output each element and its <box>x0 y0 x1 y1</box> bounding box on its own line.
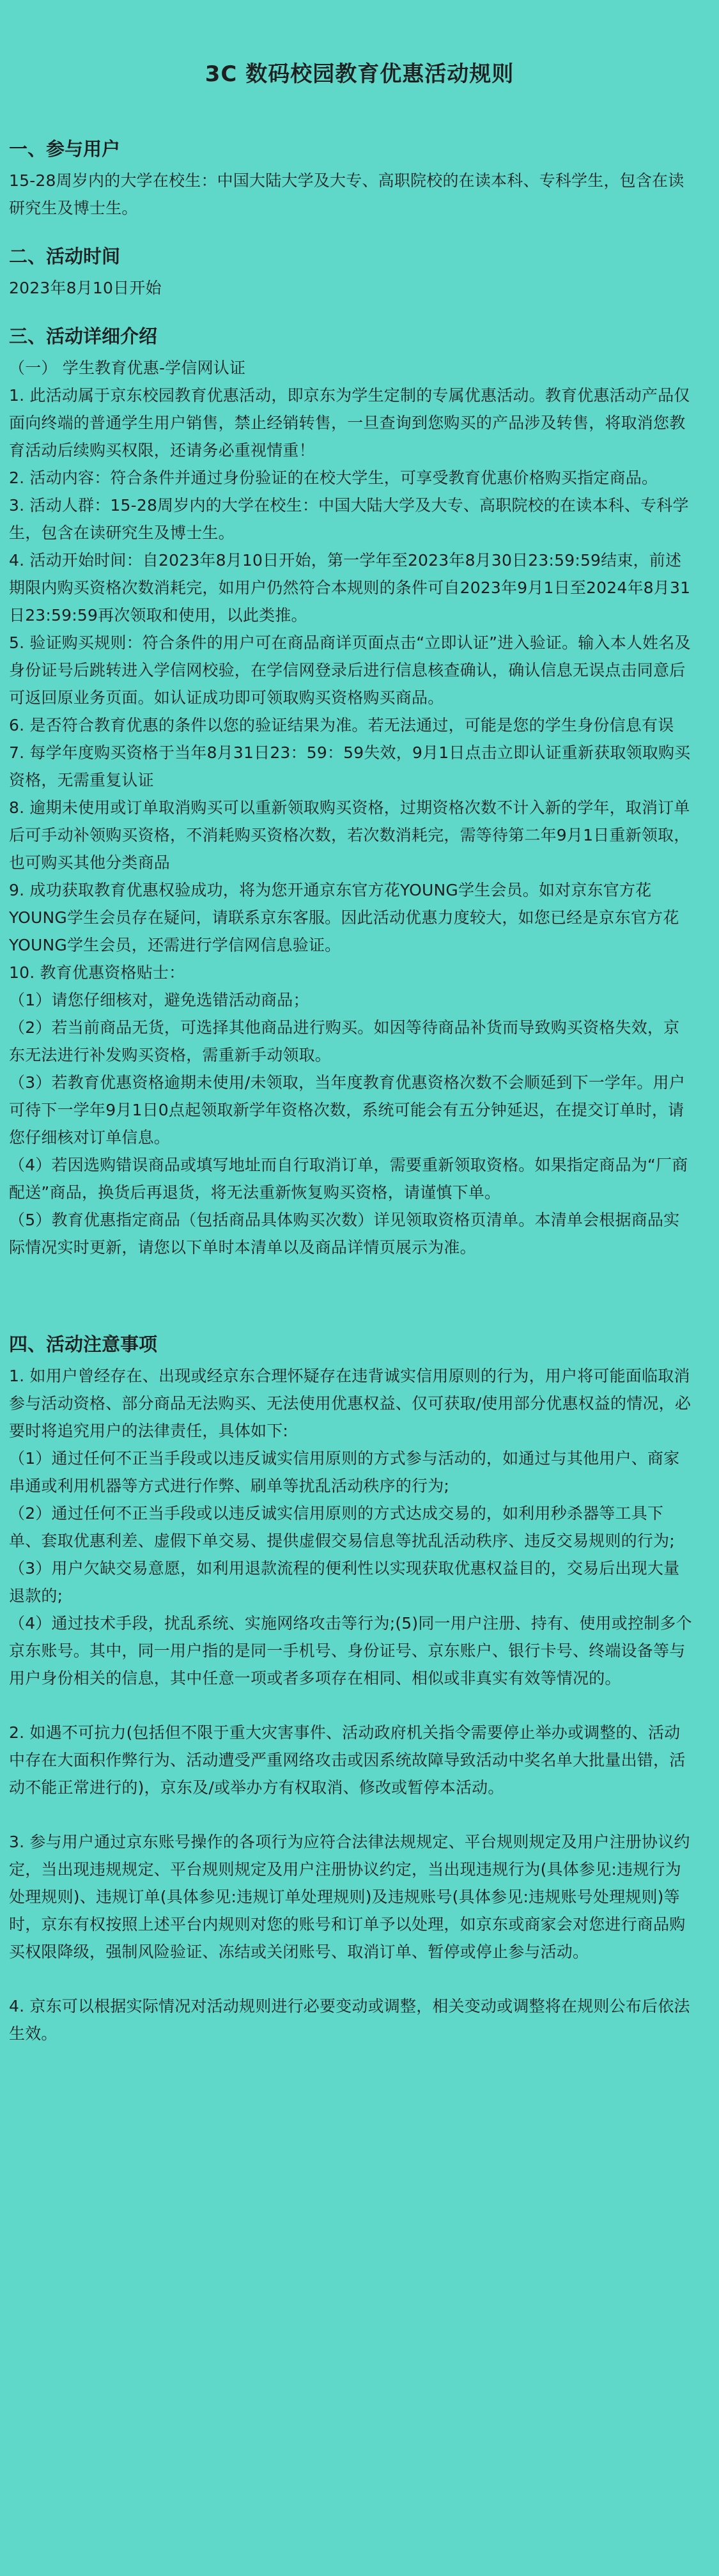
rule-item: 10. 教育优惠资格贴士： <box>9 963 185 982</box>
tip-item: （5）教育优惠指定商品（包括商品具体购买次数）详见领取资格页清单。本清单会根据商品实际情况实时更新，请您以下单时本清单以及商品详情页展示为准。 <box>9 1211 680 1257</box>
section-details <box>9 323 693 1261</box>
note-item: （2）通过任何不正当手段或以违反诚实信用原则的方式达成交易的，如利用秒杀器等工具下单、套取优惠利差、虚假下单交易、提供虚假交易信息等扰乱活动秩序、违反交易规则的行为; <box>9 1504 675 1550</box>
note-paragraph: 2. 如遇不可抗力(包括但不限于重大灾害事件、活动政府机关指令需要停止举办或调整的、活动中存在大面积作弊行为、活动遭受严重网络攻击或因系统故障导致活动中奖名单大批量出错，活动不能正常进行的)，京东及/或举办方有权取消、修改或暂停本活动。 <box>9 1723 686 1797</box>
note-item: （4）通过技术手段，扰乱系统、实施网络攻击等行为;(5)同一用户注册、持有、使用或控制多个京东账号。其中，同一用户指的是同一手机号、身份证号、京东账户、银行卡号、终端设备等与用户身份相关的信息，其中任意一项或者多项存在相同、相似或非真实有效等情况的。 <box>9 1614 692 1688</box>
rule-item: 2. 活动内容：符合条件并通过身份验证的在校大学生，可享受教育优惠价格购买指定商品。 <box>9 469 658 487</box>
section-notes <box>9 1331 693 2047</box>
note-paragraph: 1. 如用户曾经存在、出现或经京东合理怀疑存在违背诚实信用原则的行为，用户将可能面临取消参与活动资格、部分商品无法购买、无法使用优惠权益、仅可获取/使用部分优惠权益的情况，必要时将追究用户的法律责任，具体如下: <box>9 1367 692 1440</box>
rule-item: 5. 验证购买规则：符合条件的用户可在商品商详页面点击“立即认证”进入验证。输入本人姓名及身份证号后跳转进入学信网校验，在学信网登录后进行信息核查确认，确认信息无误点击同意后可返回原业务页面。如认证成功即可领取购买资格购买商品。 <box>9 633 691 707</box>
rule-item: 9. 成功获取教育优惠权验成功，将为您开通京东官方花YOUNG学生会员。如对京东官方花YOUNG学生会员存在疑问，请联系京东客服。因此活动优惠力度较大，如您已经是京东官方花YOUNG学生会员，还需进行学信网信息验证。 <box>9 881 679 954</box>
rule-item: 3. 活动人群：15-28周岁内的大学在校生：中国大陆大学及大专、高职院校的在读本科、专科学生，包含在读研究生及博士生。 <box>9 496 689 542</box>
tip-item: （4）若因选购错误商品或填写地址而自行取消订单，需要重新领取资格。如果指定商品为“厂商配送”商品，换货后再退货，将无法重新恢复购买资格，请谨慎下单。 <box>9 1156 688 1202</box>
section-text: 15-28周岁内的大学在校生：中国大陆大学及大专、高职院校的在读本科、专科学生，包含在读研究生及博士生。 <box>9 171 684 217</box>
section-participants <box>9 136 693 222</box>
note-item: （3）用户欠缺交易意愿，如利用退款流程的便利性以实现获取优惠权益目的，交易后出现大量退款的; <box>9 1559 680 1605</box>
page-title: 3C 数码校园教育优惠活动规则 <box>205 61 514 87</box>
tip-item: （3）若教育优惠资格逾期未使用/未领取，当年度教育优惠资格次数不会顺延到下一学年。用户可待下一学年9月1日0点起领取新学年资格次数，系统可能会有五分钟延迟，在提交订单时，请您仔细核对订单信息。 <box>9 1073 685 1147</box>
section-text: 2023年8月10日开始 <box>9 279 162 297</box>
note-paragraph: 3. 参与用户通过京东账号操作的各项行为应符合法律法规规定、平台规则规定及用户注册协议约定，当出现违规规定、平台规则规定及用户注册协议约定，当出现违规行为(具体参见:违规行为处理规则)、违规订单(具体参见:违规订单处理规则)及违规账号(具体参见:违规账号处理规则)等时，京东有权按照上述平台内规则对您的账号和订单予以处理，如京东或商家会对您进行商品购买权限降级，强制风险验证、冻结或关闭账号、取消订单、暂停或停止参与活动。 <box>9 1833 690 1961</box>
rule-item: 4. 活动开始时间：自2023年8月10日开始，第一学年至2023年8月30日23:59:59结束，前述期限内购买资格次数消耗完，如用户仍然符合本规则的条件可自2023年9月1日至2024年8月31日23:59:59再次领取和使用，以此类推。 <box>9 551 691 625</box>
section-heading: 三、活动详细介绍 <box>9 325 158 347</box>
section-heading: 二、活动时间 <box>9 245 121 267</box>
rule-item: 8. 逾期未使用或订单取消购买可以重新领取购买资格，过期资格次数不计入新的学年，取消订单后可手动补领购买资格，不消耗购买资格次数，若次数消耗完，需等待第二年9月1日重新领取，也可购买其他分类商品 <box>9 798 690 872</box>
section-time <box>9 244 693 302</box>
rule-item: 7. 每学年度购买资格于当年8月31日23：59：59失效，9月1日点击立即认证重新获取领取购买资格，无需重复认证 <box>9 743 691 789</box>
section-heading: 一、参与用户 <box>9 138 121 160</box>
tip-item: （2）若当前商品无货，可选择其他商品进行购买。如因等待商品补货而导致购买资格失效，京东无法进行补发购买资格，需重新手动领取。 <box>9 1018 680 1064</box>
tip-item: （1）请您仔细核对，避免选错活动商品； <box>9 991 309 1009</box>
rule-item: 6. 是否符合教育优惠的条件以您的验证结果为准。若无法通过，可能是您的学生身份信息有误 <box>9 716 674 734</box>
section-heading: 四、活动注意事项 <box>9 1333 158 1355</box>
note-paragraph: 4. 京东可以根据实际情况对活动规则进行必要变动或调整，相关变动或调整将在规则公布后依法生效。 <box>9 1997 690 2043</box>
note-item: （1）通过任何不正当手段或以违反诚实信用原则的方式参与活动的，如通过与其他用户、商家串通或利用机器等方式进行作弊、刷单等扰乱活动秩序的行为; <box>9 1449 680 1495</box>
subsection-title: （一） 学生教育优惠-学信网认证 <box>9 359 246 377</box>
rule-item: 1. 此活动属于京东校园教育优惠活动，即京东为学生定制的专属优惠活动。教育优惠活动产品仅面向终端的普通学生用户销售，禁止经销转售，一旦查询到您购买的产品涉及转售，将取消您教育活动后续购买权限，还请务必重视情重！ <box>9 386 690 460</box>
